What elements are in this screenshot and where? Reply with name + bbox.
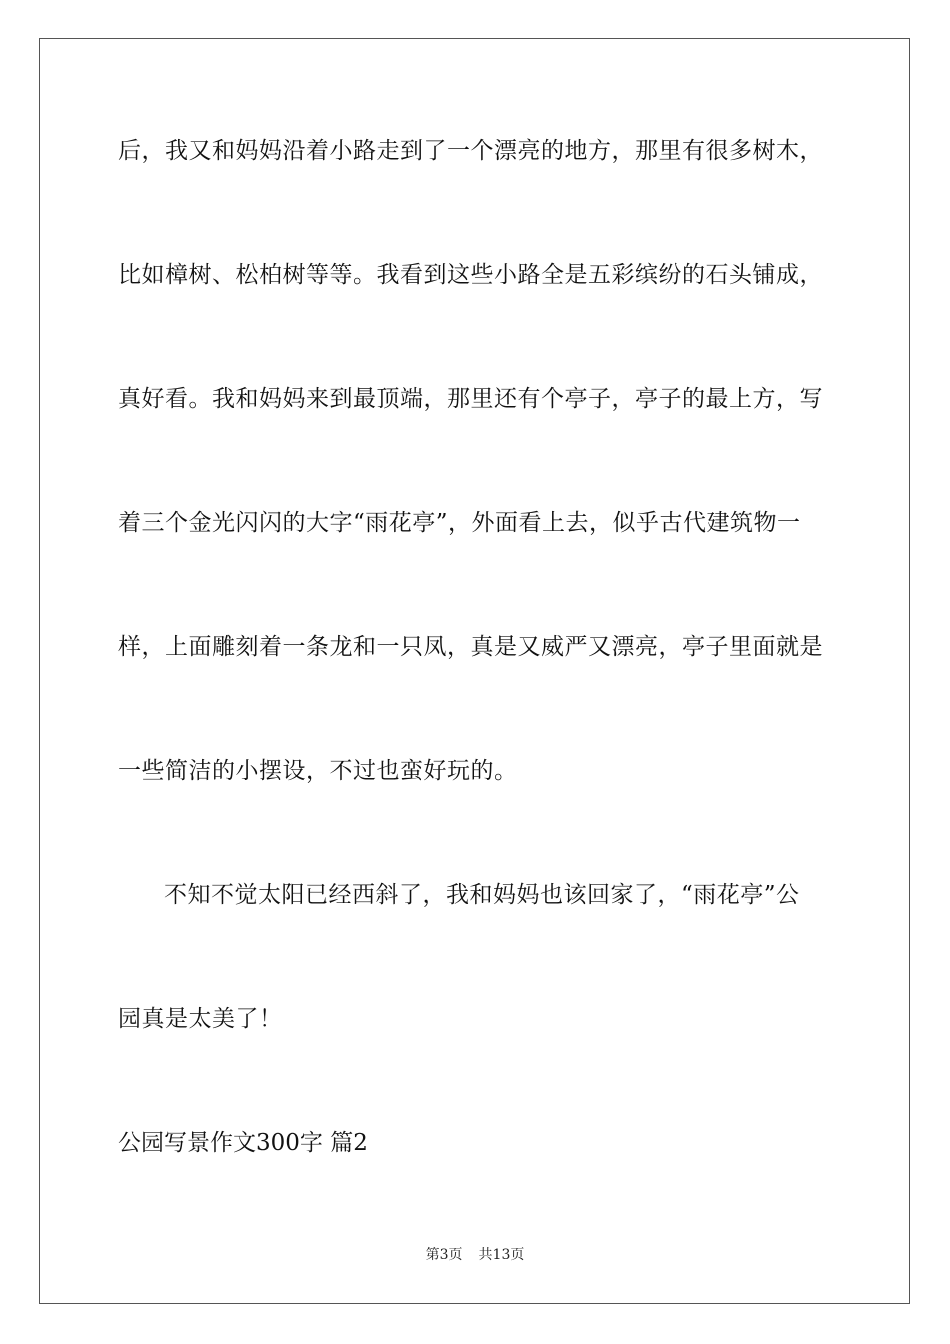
section-heading: 公园写景作文300字 篇2	[118, 1130, 368, 1156]
paragraph-start-line: 不知不觉太阳已经西斜了，我和妈妈也该回家了，“雨花亭”公	[164, 882, 800, 908]
body-text-line: 比如樟树、松柏树等等。我看到这些小路全是五彩缤纷的石头铺成，	[118, 262, 823, 288]
body-text-line: 着三个金光闪闪的大字“雨花亭”，外面看上去，似乎古代建筑物一	[118, 510, 801, 536]
body-text-line: 园真是太美了！	[118, 1006, 283, 1032]
body-text-line: 后，我又和妈妈沿着小路走到了一个漂亮的地方，那里有很多树木，	[118, 138, 823, 164]
body-text-line: 样，上面雕刻着一条龙和一只凤，真是又威严又漂亮，亭子里面就是	[118, 634, 823, 660]
body-text-line: 一些简洁的小摆设，不过也蛮好玩的。	[118, 758, 518, 784]
body-text-line: 真好看。我和妈妈来到最顶端，那里还有个亭子，亭子的最上方，写	[118, 386, 823, 412]
page-footer	[0, 1245, 950, 1265]
page-total: 共13页	[478, 1247, 525, 1263]
page-number: 第3页	[425, 1247, 463, 1263]
page-border	[39, 38, 910, 1304]
